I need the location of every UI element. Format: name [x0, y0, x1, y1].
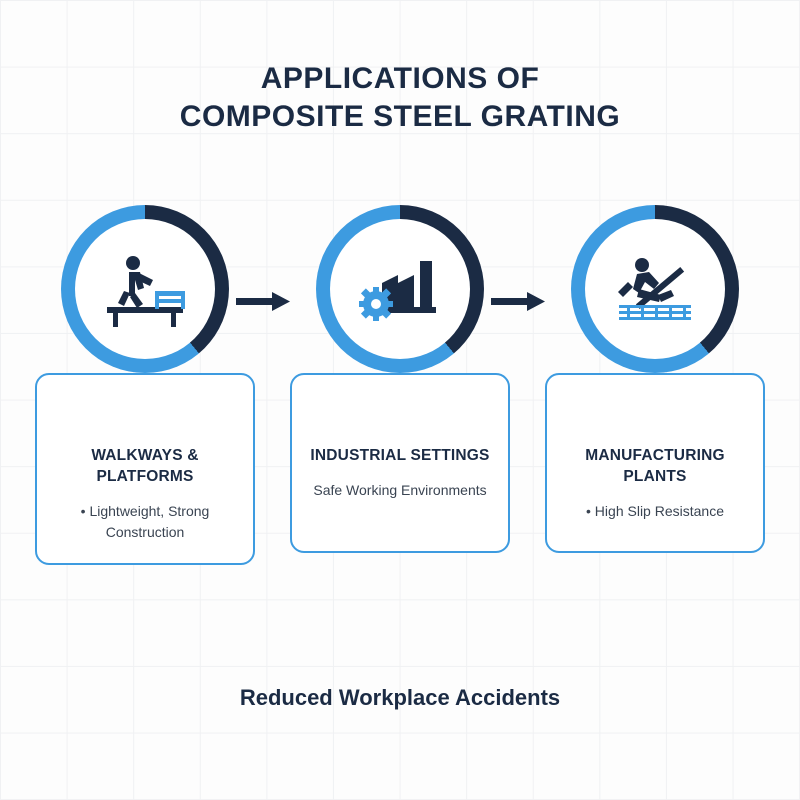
slip-hazard-icon [585, 219, 725, 359]
step-subtitle-2: Safe Working Environments [313, 482, 487, 498]
steps-row [0, 205, 800, 585]
step-card-body-2 [290, 373, 510, 553]
step-card-manufacturing [545, 205, 765, 519]
arrow-right-icon [236, 290, 292, 314]
footer-caption: Reduced Workplace Accidents [239, 685, 561, 710]
step-card-body-1 [35, 373, 255, 565]
title-line-1: APPLICATIONS OF [260, 62, 540, 95]
step-subtitle-1: • Lightweight, Strong Construction [80, 503, 210, 540]
step-subtitle-3: • High Slip Resistance [586, 503, 724, 519]
step-title-3: MANUFACTURING PLANTS [585, 447, 725, 485]
step-card-walkways [35, 205, 255, 540]
step-icon-ring-1 [61, 205, 229, 373]
step-title-1: WALKWAYS & PLATFORMS [91, 447, 199, 485]
arrow-right-icon [491, 290, 547, 314]
step-title-2: INDUSTRIAL SETTINGS [310, 447, 490, 464]
page-title [0, 60, 800, 136]
step-icon-ring-2 [316, 205, 484, 373]
step-icon-ring-3 [571, 205, 739, 373]
step-card-body-3 [545, 373, 765, 553]
step-card-industrial [290, 205, 510, 498]
title-line-2: COMPOSITE STEEL GRATING [179, 100, 621, 133]
factory-gear-icon [330, 219, 470, 359]
walkway-person-icon [75, 219, 215, 359]
